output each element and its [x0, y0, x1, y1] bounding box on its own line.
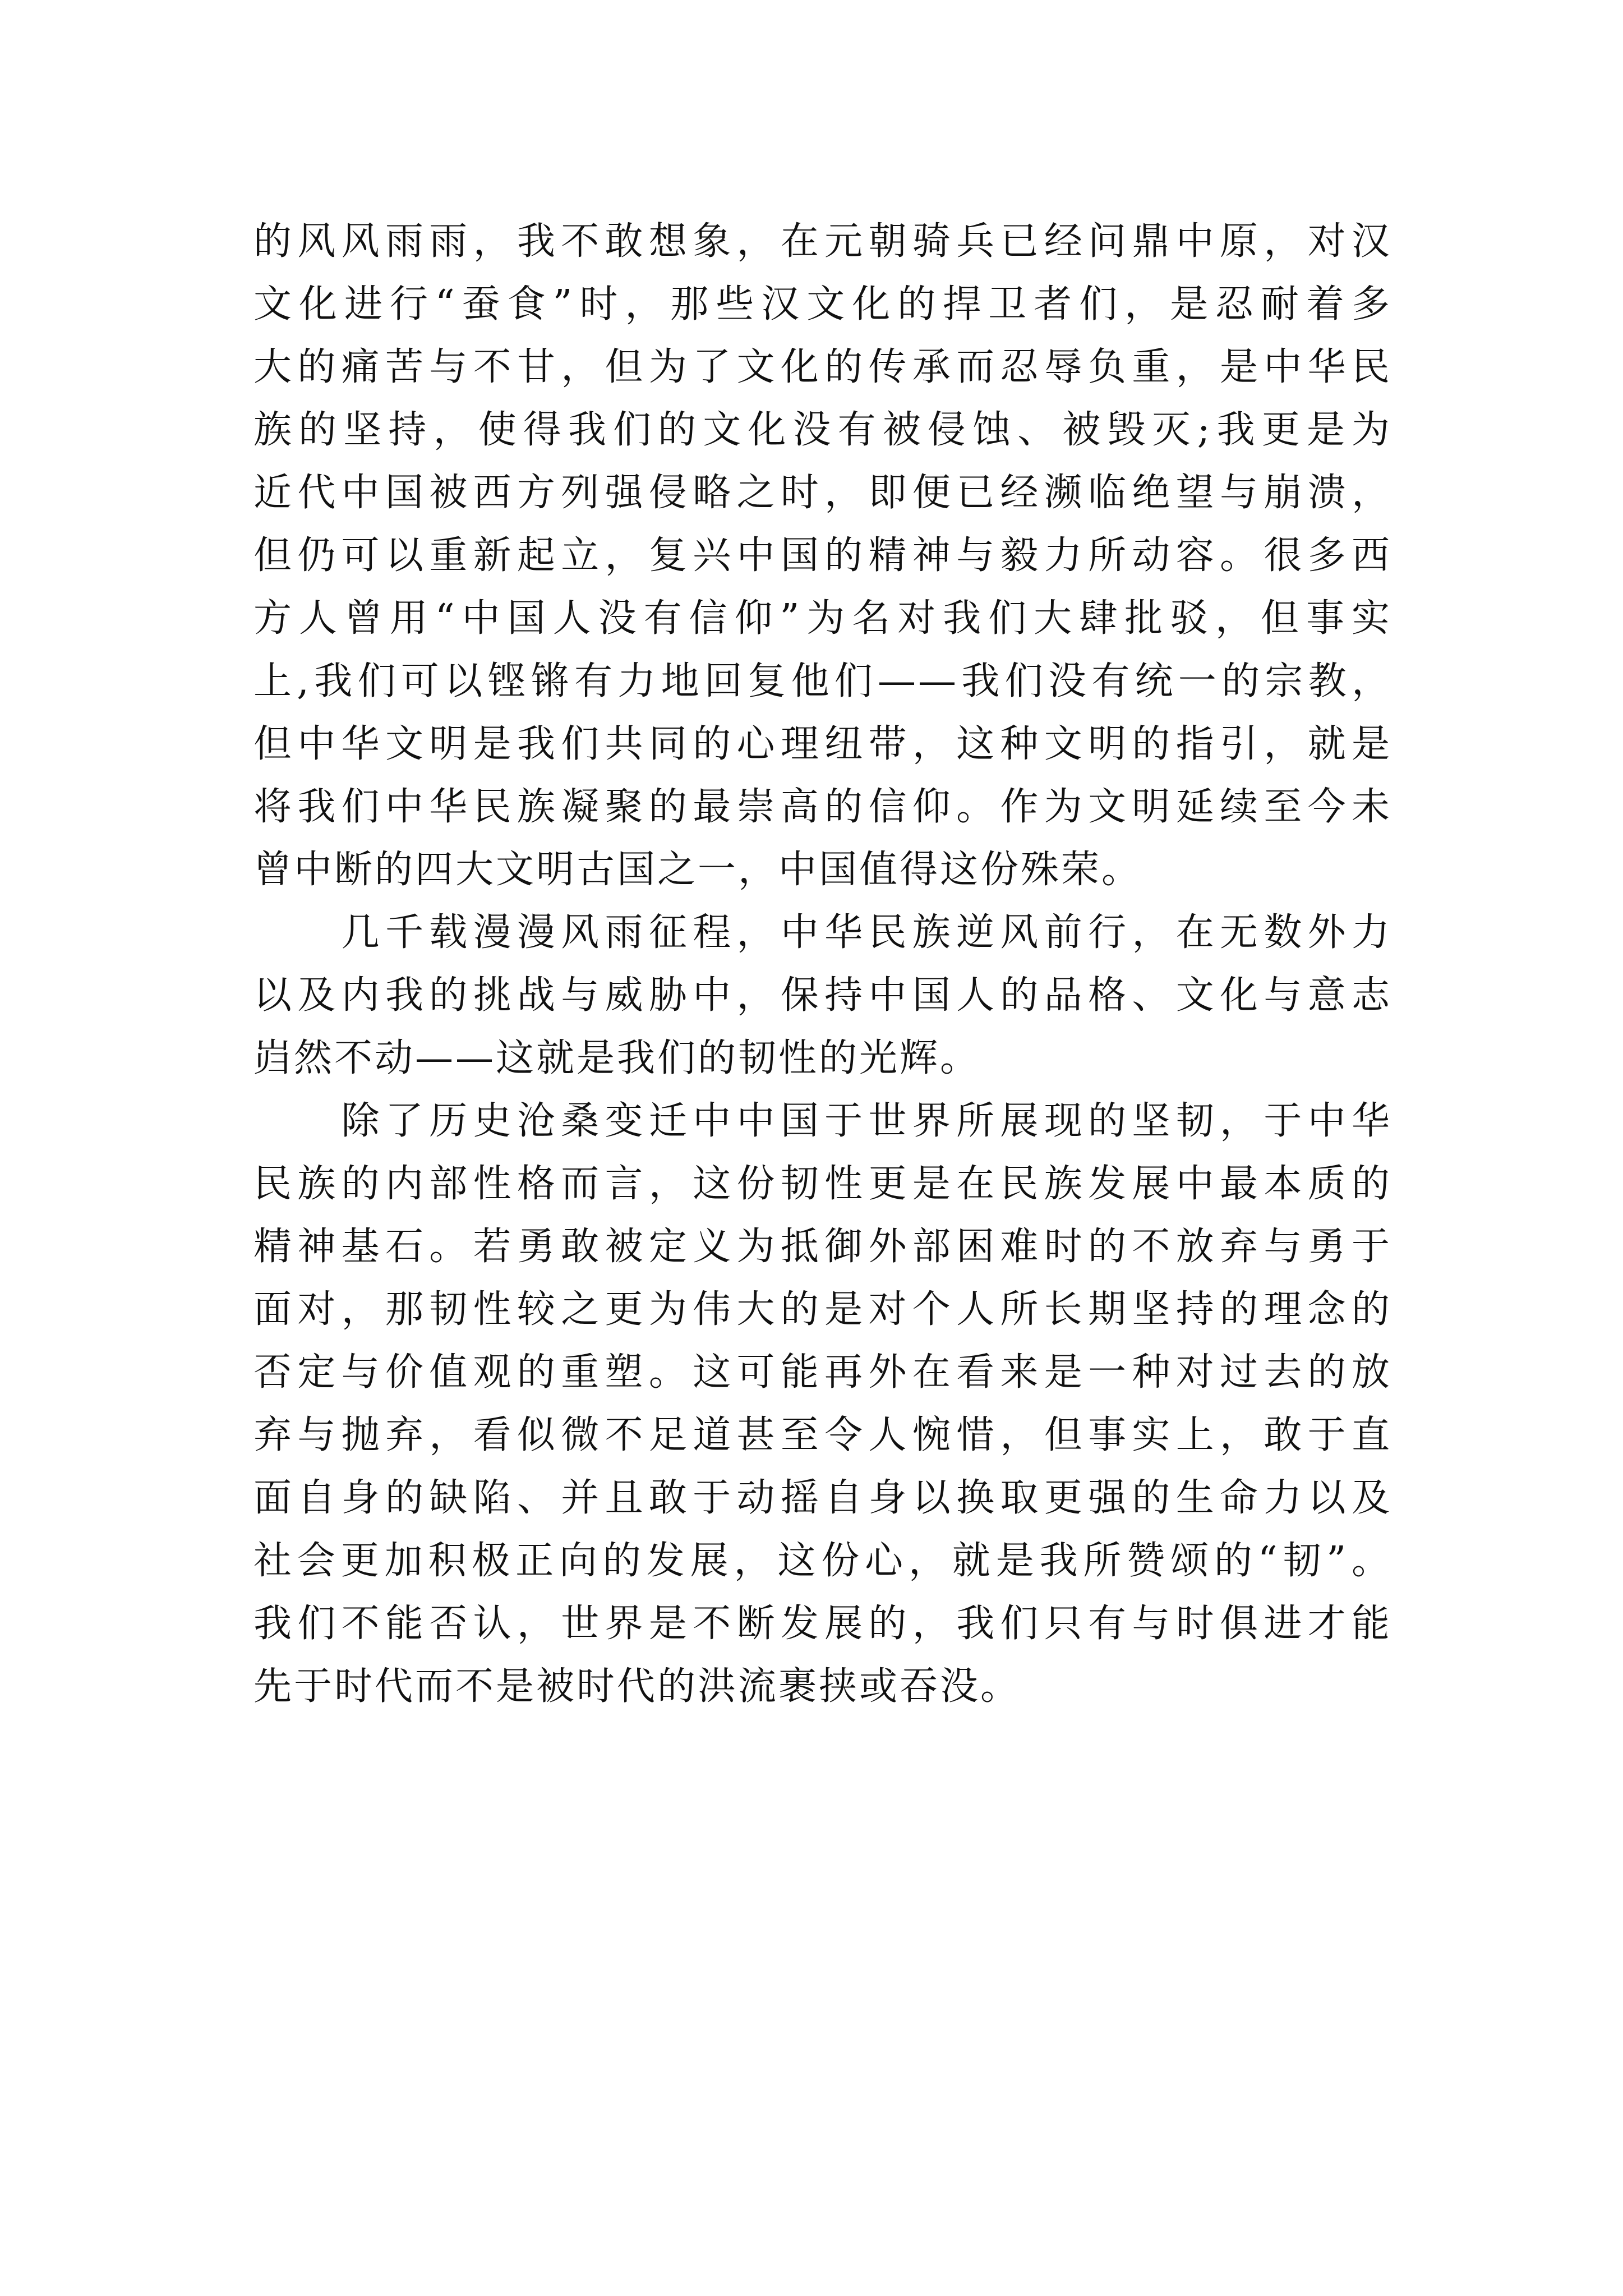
body-text — [253, 210, 1392, 1718]
text-line: 民族的内部性格而言，这份韧性更是在民族发展中最本质的 — [253, 1162, 1392, 1206]
text-line: 上,我们可以铿锵有力地回复他们——我们没有统一的宗教， — [253, 659, 1392, 703]
text-line: 岿然不动——这就是我们的韧性的光辉。 — [253, 1036, 981, 1080]
text-line: 面对，那韧性较之更为伟大的是对个人所长期坚持的理念的 — [253, 1287, 1392, 1332]
text-line: 面自身的缺陷、并且敢于动摇自身以换取更强的生命力以及 — [253, 1476, 1392, 1520]
text-line: 将我们中华民族凝聚的最崇高的信仰。作为文明延续至今未 — [253, 785, 1392, 829]
text-line: 否定与价值观的重塑。这可能再外在看来是一种对过去的放 — [253, 1350, 1392, 1395]
paragraph-2 — [253, 901, 1392, 1090]
text-line: 近代中国被西方列强侵略之时，即便已经濒临绝望与崩溃， — [253, 471, 1392, 515]
text-line: 社会更加积极正向的发展，这份心，就是我所赞颂的“韧”。 — [253, 1539, 1392, 1583]
text-line: 以及内我的挑战与威胁中，保持中国人的品格、文化与意志 — [253, 973, 1392, 1018]
text-line: 精神基石。若勇敢被定义为抵御外部困难时的不放弃与勇于 — [253, 1225, 1392, 1269]
text-line: 几千载漫漫风雨征程，中华民族逆风前行，在无数外力 — [253, 910, 1392, 955]
text-line: 除了历史沧桑变迁中中国于世界所展现的坚韧，于中华 — [253, 1099, 1392, 1143]
text-line: 方人曾用“中国人没有信仰”为名对我们大肆批驳，但事实 — [253, 596, 1392, 641]
paragraph-3 — [253, 1090, 1392, 1718]
text-line: 曾中断的四大文明古国之一，中国值得这份殊荣。 — [253, 848, 1142, 892]
text-line: 弃与抛弃，看似微不足道甚至令人惋惜，但事实上，敢于直 — [253, 1413, 1392, 1457]
text-line: 但中华文明是我们共同的心理纽带，这种文明的指引，就是 — [253, 722, 1392, 766]
paragraph-1 — [253, 210, 1392, 901]
text-line: 先于时代而不是被时代的洪流裹挟或吞没。 — [253, 1664, 1021, 1709]
text-line: 文化进行“蚕食”时，那些汉文化的捍卫者们，是忍耐着多 — [253, 282, 1392, 326]
text-line: 但仍可以重新起立，复兴中国的精神与毅力所动容。很多西 — [253, 533, 1392, 578]
text-line: 族的坚持，使得我们的文化没有被侵蚀、被毁灭;我更是为 — [253, 408, 1392, 452]
text-line: 的风风雨雨，我不敢想象，在元朝骑兵已经问鼎中原，对汉 — [253, 219, 1392, 264]
text-line: 大的痛苦与不甘，但为了文化的传承而忍辱负重，是中华民 — [253, 345, 1392, 389]
text-line: 我们不能否认，世界是不断发展的，我们只有与时俱进才能 — [253, 1602, 1392, 1646]
